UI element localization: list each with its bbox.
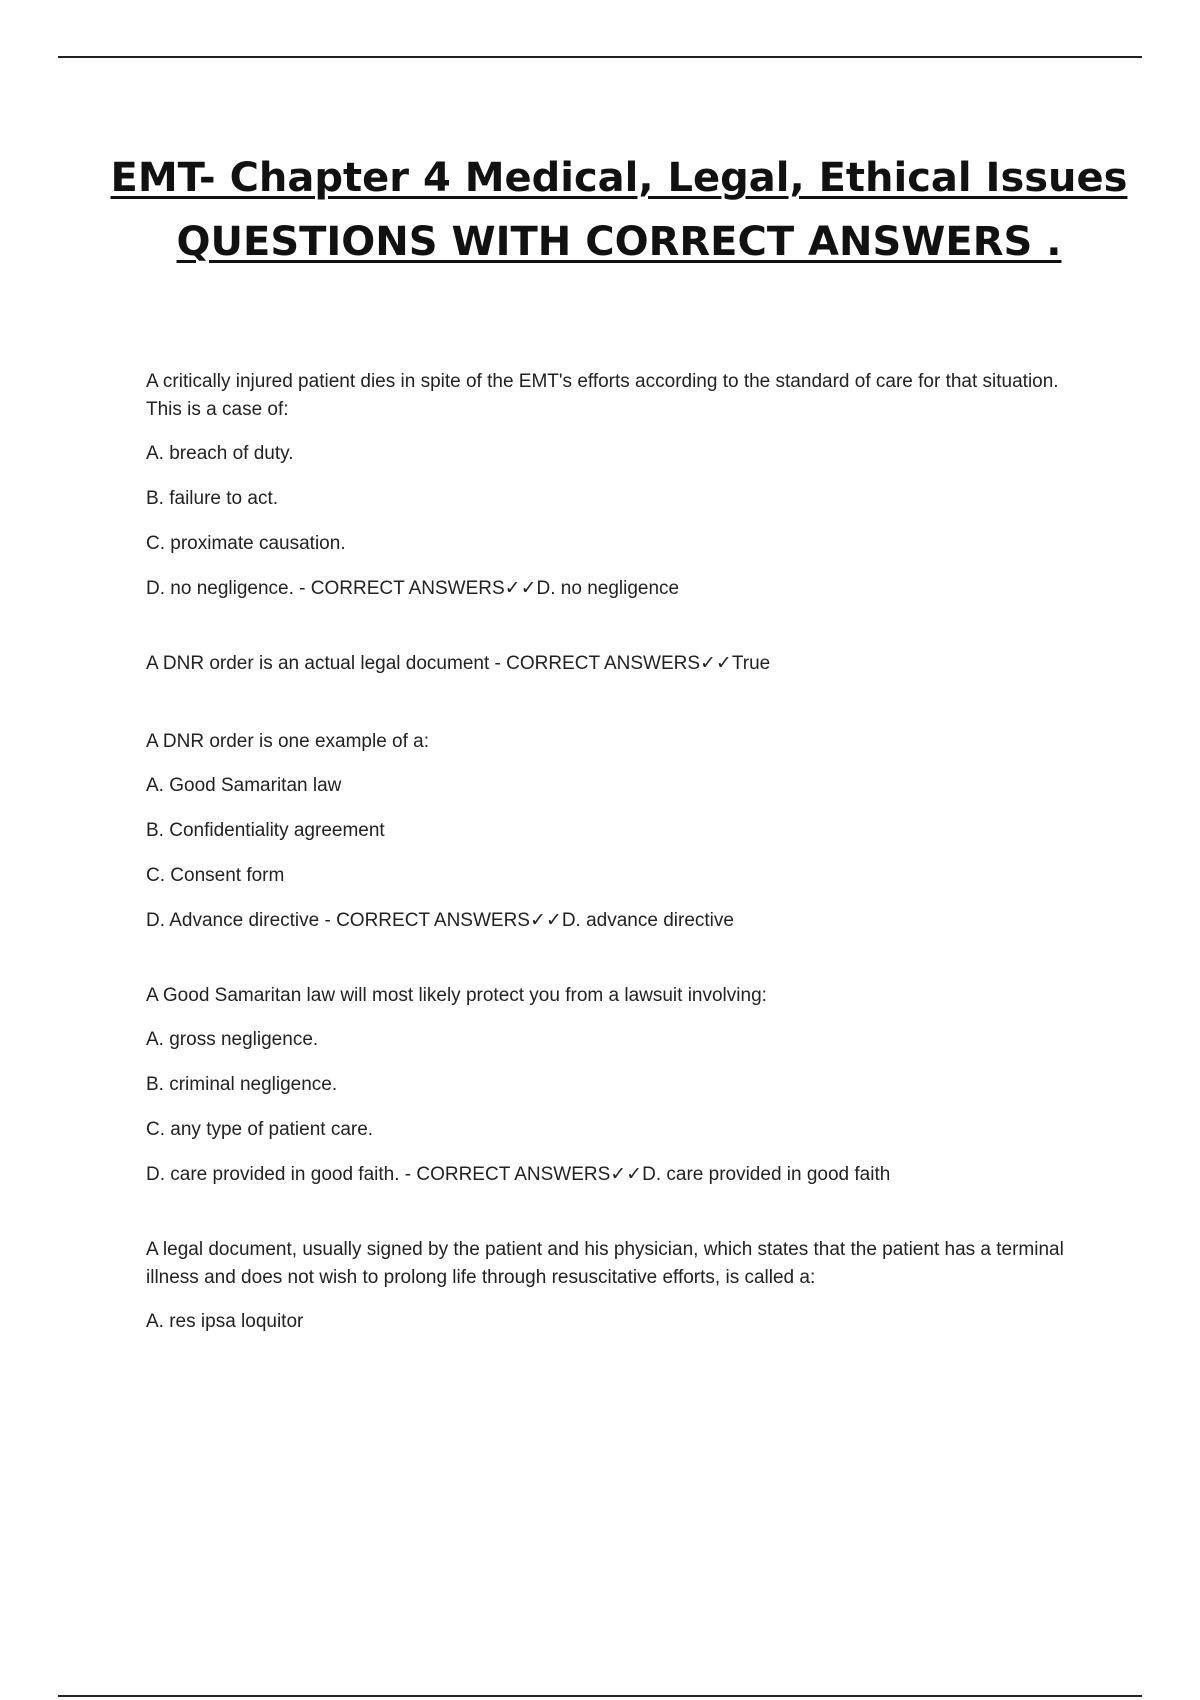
answer-option-correct: D. no negligence. - CORRECT ANSWERS✓✓D. no negligence <box>146 578 680 599</box>
question-stem: A critically injured patient dies in spite of the EMT's efforts according to the standard of care for that situation. This is a case of: <box>146 371 1059 420</box>
answer-option: B. criminal negligence. <box>146 1074 338 1095</box>
page-title <box>60 146 1178 274</box>
answer-option-correct: D. Advance directive - CORRECT ANSWERS✓✓D. advance directive <box>146 910 734 931</box>
answer-option: C. any type of patient care. <box>146 1119 374 1140</box>
question-stem: A Good Samaritan law will most likely protect you from a lawsuit involving: <box>146 985 767 1006</box>
answer-option: B. failure to act. <box>146 488 279 509</box>
question-block <box>146 728 1086 934</box>
title-line-2: QUESTIONS WITH CORRECT ANSWERS . <box>176 219 1062 265</box>
title-line-1: EMT- Chapter 4 Medical, Legal, Ethical Issues <box>110 155 1128 201</box>
question-block <box>146 982 1086 1188</box>
question-block <box>146 368 1086 602</box>
question-stem: A DNR order is an actual legal document - CORRECT ANSWERS✓✓True <box>146 653 771 674</box>
footer-divider <box>58 1695 1142 1697</box>
header-divider <box>58 56 1142 58</box>
answer-option: A. breach of duty. <box>146 443 294 464</box>
answer-option: B. Confidentiality agreement <box>146 820 385 841</box>
answer-option: A. Good Samaritan law <box>146 775 342 796</box>
answer-option: C. proximate causation. <box>146 533 346 554</box>
questions-list <box>146 368 1086 1383</box>
question-stem: A legal document, usually signed by the patient and his physician, which states that the patient has a terminal illness and does not wish to prolong life through resuscitative efforts, is called a: <box>146 1239 1064 1288</box>
question-block <box>146 1236 1086 1335</box>
answer-option: A. gross negligence. <box>146 1029 319 1050</box>
answer-option: C. Consent form <box>146 865 285 886</box>
answer-option-correct: D. care provided in good faith. - CORRECT ANSWERS✓✓D. care provided in good faith <box>146 1164 891 1185</box>
question-block <box>146 650 1086 678</box>
answer-option: A. res ipsa loquitor <box>146 1311 304 1332</box>
question-stem: A DNR order is one example of a: <box>146 731 430 752</box>
